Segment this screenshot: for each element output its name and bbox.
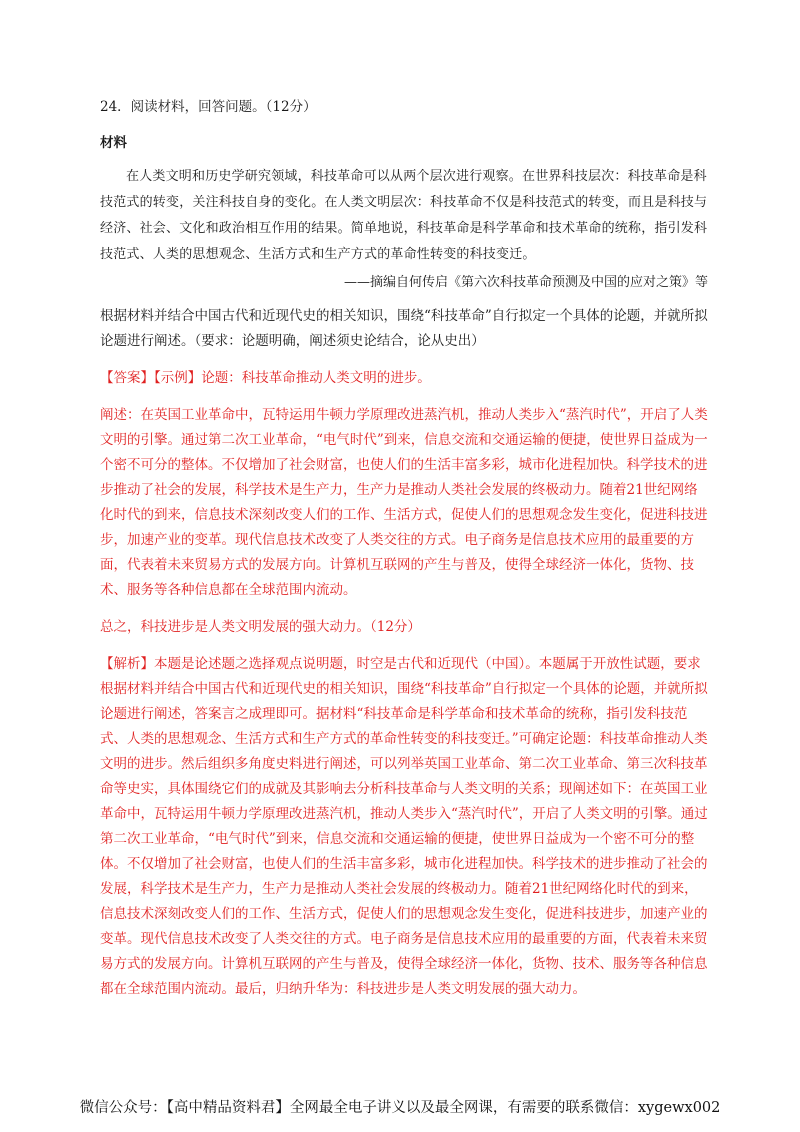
material-title: 材料	[100, 135, 127, 151]
footer-note: 微信公众号：【高中精品资料君】全网最全电子讲义以及最全网课，有需要的联系微信：xygewx002	[79, 1100, 721, 1116]
question-heading: 24．阅读材料，回答问题。（12分）	[100, 99, 317, 115]
answer-thesis: 论题：科技革命推动人类文明的进步。	[201, 370, 431, 386]
document-page	[100, 96, 708, 1014]
material-source: ——摘编自何传启《第六次科技革命预测及中国的应对之策》等	[343, 275, 708, 290]
material-body: 在人类文明和历史学研究领域，科技革命可以从两个层次进行观察。在世界科技层次：科技革命是科技范式的转变，关注科技自身的变化。在人类文明层次：科技革命不仅是科技范式的转变，而且是科技与经济、社会、文化和政治相互作用的结果。简单地说，科技革命是科学革命和技术革命的统称，指引发科技范式、人类的思想观念、生活方式和生产方式的革命性转变的科技变迁。	[100, 169, 708, 262]
analysis-tag: 【解析】	[100, 656, 154, 672]
answer-tag: 【答案】【示例】	[100, 370, 202, 386]
answer-conclusion: 总之，科技进步是人类文明发展的强大动力。（12分）	[100, 619, 421, 635]
analysis-paragraph	[100, 652, 708, 1002]
answer-thesis-line	[100, 366, 708, 391]
analysis-text: 本题是论述题之选择观点说明题，时空是古代和近现代（中国）。本题属于开放性试题，要求根据材料并结合中国古代和近现代史的相关知识，围绕“科技革命”自行拟定一个具体的论题，并就所拟论题进行阐述，答案言之成理即可。据材料“科技革命是科学革命和技术革命的统称，指引发科技范式、人类的思想观念、生活方式和生产方式的革命性转变的科技变迁。”可确定论题：科技革命推动人类文明的进步。然后组织多角度史料进行阐述，可以列举英国工业革命、第二次工业革命、第三次科技革命等史实，具体围绕它们的成就及其影响去分析科技革命与人类文明的关系；现阐述如下：在英国工业革命中，瓦特运用牛顿力学原理改进蒸汽机，推动人类步入“蒸汽时代”，开启了人类文明的引擎。通过第二次工业革命，“电气时代”到来，信息交流和交通运输的便捷，使世界日益成为一个密不可分的整体。不仅增加了社会财富，也使人们的生活丰富多彩，城市化进程加快。科学技术的进步推动了社会的发展，科学技术是生产力，生产力是推动人类社会发展的终极动力。随着21世纪网络化时代的到来，信息技术深刻改变人们的工作、生活方式，促使人们的思想观念发生变化，促进科技进步，加速产业的变革。现代信息技术改变了人类交往的方式。电子商务是信息技术应用的最重要的方面，代表着未来贸易方式的发展方向。计算机互联网的产生与普及，使得全球经济一体化，货物、技术、服务等各种信息都在全球范围内流动。最后，归纳升华为：科技进步是人类文明发展的强大动力。	[100, 656, 708, 997]
question-prompt: 根据材料并结合中国古代和近现代史的相关知识，围绕“科技革命”自行拟定一个具体的论题，并就所拟论题进行阐述。（要求：论题明确，阐述须史论结合，论从史出）	[100, 308, 708, 349]
answer-elaboration: 阐述：在英国工业革命中，瓦特运用牛顿力学原理改进蒸汽机，推动人类步入“蒸汽时代”，开启了人类文明的引擎。通过第二次工业革命，“电气时代”到来，信息交流和交通运输的便捷，使世界日益成为一个密不可分的整体。不仅增加了社会财富，也使人们的生活丰富多彩，城市化进程加快。科学技术的进步推动了社会的发展，科学技术是生产力，生产力是推动人类社会发展的终极动力。随着21世纪网络化时代的到来，信息技术深刻改变人们的工作、生活方式，促使人们的思想观念发生变化，促进科技进步，加速产业的变革。现代信息技术改变了人类交往的方式。电子商务是信息技术应用的最重要的方面，代表着未来贸易方式的发展方向。计算机互联网的产生与普及，使得全球经济一体化，货物、技术、服务等各种信息都在全球范围内流动。	[100, 407, 708, 598]
